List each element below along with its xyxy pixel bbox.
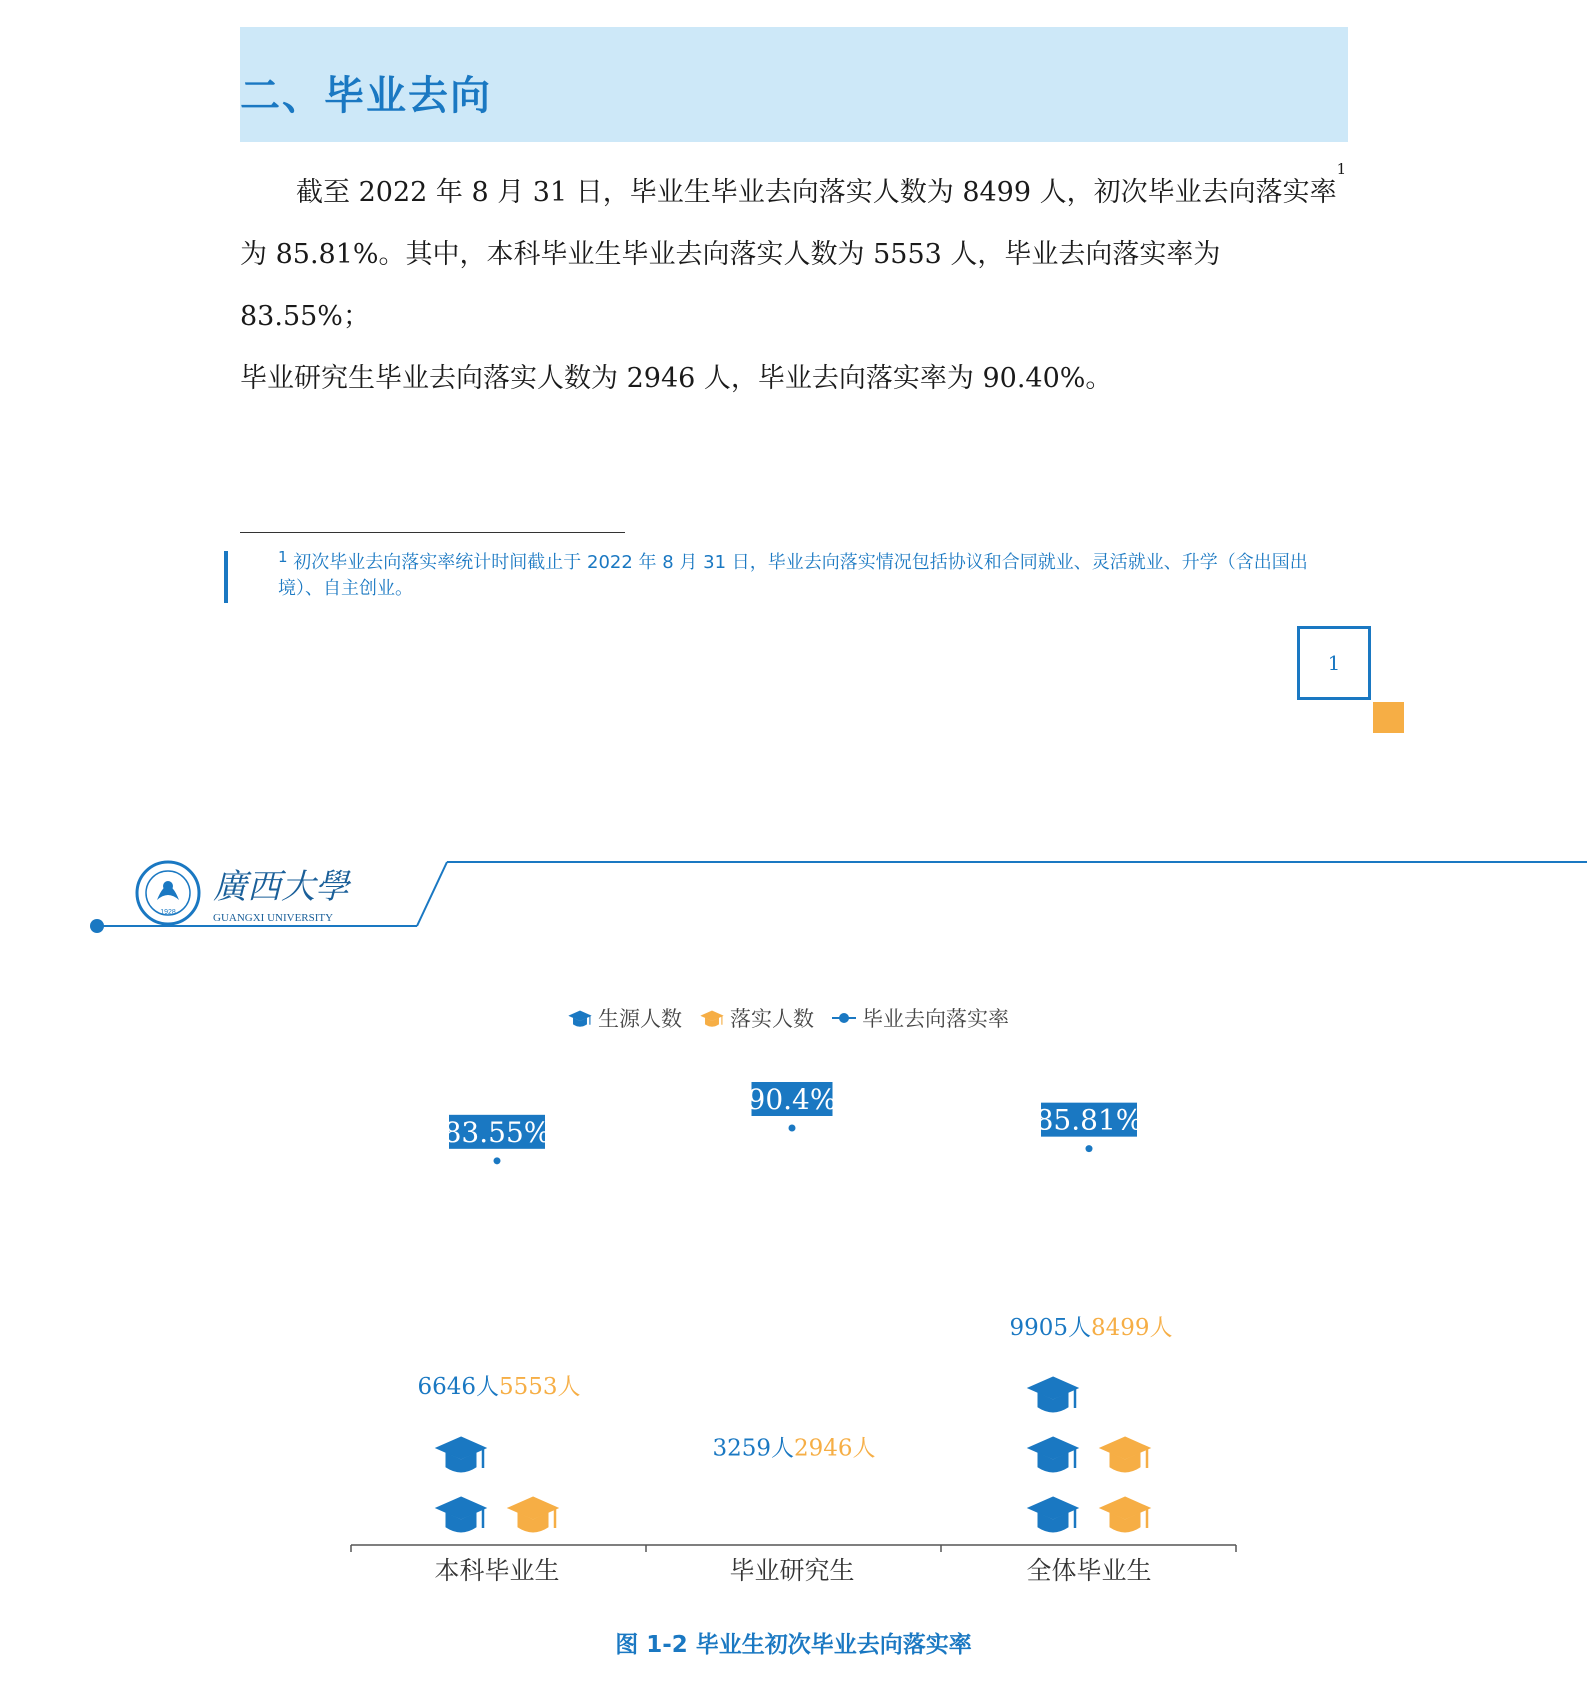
legend-label: 落实人数 xyxy=(730,1007,814,1031)
legend-dot xyxy=(839,1013,849,1023)
bar xyxy=(508,1437,558,1532)
footnote-mark: 1 xyxy=(278,548,288,566)
data-label: 2946人 xyxy=(794,1435,876,1462)
rate-label: 83.55% xyxy=(443,1115,551,1149)
graduation-cap-icon xyxy=(731,1497,781,1532)
section-title: 二、毕业去向 xyxy=(240,73,492,119)
graduation-cap-icon xyxy=(1028,1437,1078,1472)
rate-label: 90.4% xyxy=(747,1083,837,1116)
graduation-cap-icon xyxy=(436,1497,486,1532)
rate-point xyxy=(494,1157,501,1164)
bar xyxy=(436,1437,486,1532)
rate-point xyxy=(789,1125,796,1132)
chart-legend xyxy=(569,1007,1009,1031)
data-label: 3259人 xyxy=(712,1435,794,1462)
graduation-cap-icon xyxy=(1028,1497,1078,1532)
graduation-cap-icon xyxy=(508,1437,558,1472)
data-label: 8499人 xyxy=(1091,1314,1173,1341)
legend-cap-icon xyxy=(569,1011,592,1027)
graduation-cap-icon xyxy=(803,1497,853,1532)
data-label: 9905人 xyxy=(1009,1314,1091,1341)
x-tick-label: 毕业研究生 xyxy=(729,1556,855,1585)
rate-point xyxy=(1086,1145,1093,1152)
body-line-2: 为 85.81%。其中，本科毕业生毕业去向落实人数为 5553 人，毕业去向落实率为 83.55%； xyxy=(240,239,1221,332)
graduation-cap-icon xyxy=(1100,1497,1150,1532)
x-tick-label: 全体毕业生 xyxy=(1026,1556,1152,1585)
graduation-cap-icon xyxy=(1100,1437,1150,1472)
logo-name-en: GUANGXI UNIVERSITY xyxy=(213,912,334,924)
bar xyxy=(1100,1377,1150,1532)
bar xyxy=(1028,1377,1078,1532)
graduation-cap-icon xyxy=(1028,1377,1078,1412)
figure-caption: 图 1-2 毕业生初次毕业去向落实率 xyxy=(615,1632,972,1658)
footnote-ref[interactable]: 1 xyxy=(1336,160,1347,178)
body-line-3: 毕业研究生毕业去向落实人数为 2946 人，毕业去向落实率为 90.40%。 xyxy=(240,363,1113,394)
body-line-1: 截至 2022 年 8 月 31 日，毕业生毕业去向落实人数为 8499 人，初次毕业去向落实率 xyxy=(296,177,1337,208)
data-label: 6646人 xyxy=(417,1374,499,1401)
bar xyxy=(731,1497,781,1532)
logo-seal-year: 1928 xyxy=(160,909,176,916)
legend-cap-icon xyxy=(701,1011,724,1027)
graduation-cap-icon xyxy=(436,1437,486,1472)
graduation-cap-icon xyxy=(508,1497,558,1532)
data-label: 5553人 xyxy=(499,1374,581,1401)
graduation-cap-icon xyxy=(1100,1377,1150,1412)
logo-name-cn: 廣西大學 xyxy=(213,867,349,907)
page-number: 1 xyxy=(1327,651,1341,675)
footnote-text: 初次毕业去向落实率统计时间截止于 2022 年 8 月 31 日，毕业去向落实情况包括协议和合同就业、灵活就业、升学（含出国出境）、自主创业。 xyxy=(278,552,1308,599)
legend-label: 毕业去向落实率 xyxy=(862,1007,1009,1031)
rate-label: 85.81% xyxy=(1035,1103,1143,1137)
x-tick-label: 本科毕业生 xyxy=(434,1556,560,1585)
legend-label: 生源人数 xyxy=(598,1007,682,1031)
bar xyxy=(803,1497,853,1532)
